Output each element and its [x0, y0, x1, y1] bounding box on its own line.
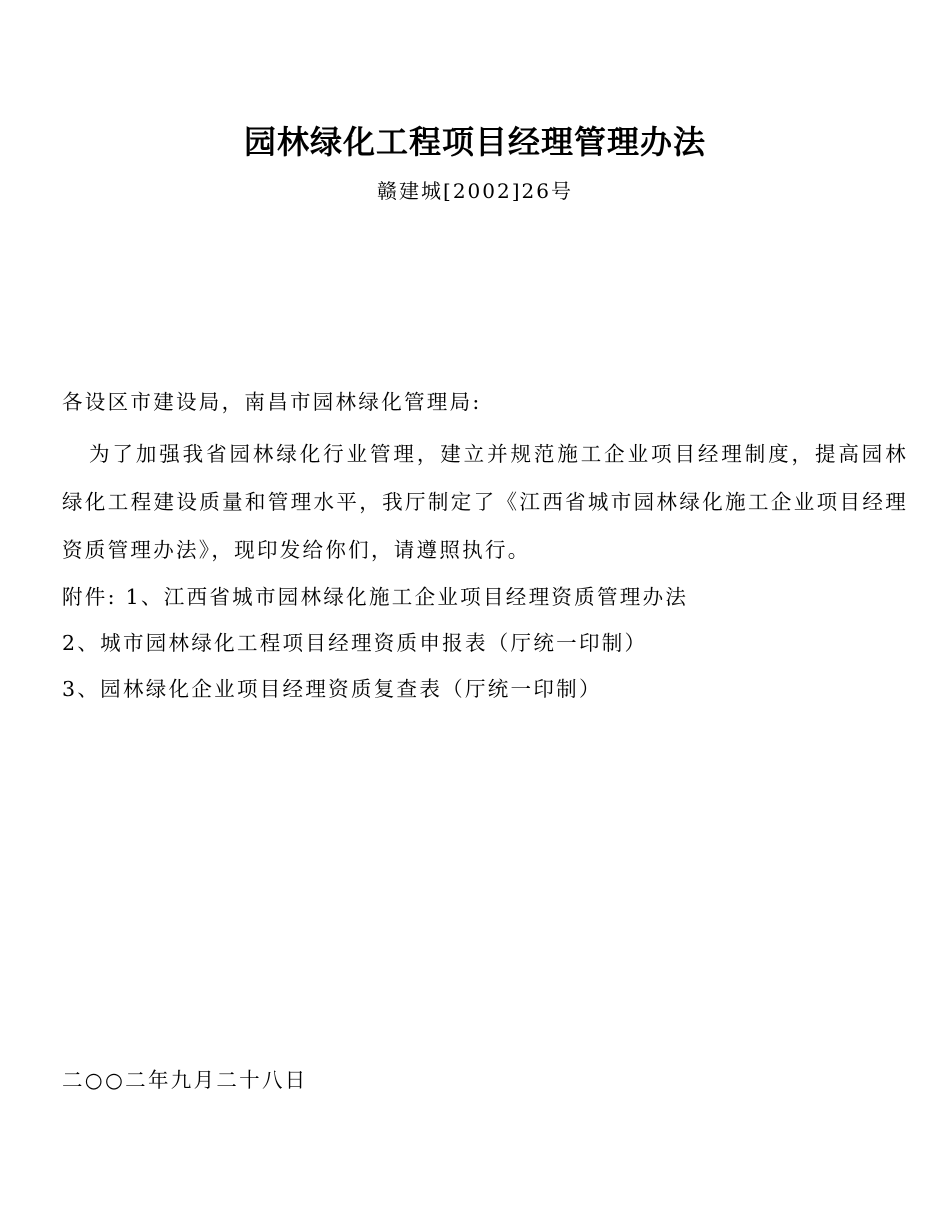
attachment-list	[62, 574, 908, 712]
attachment-item: 2、城市园林绿化工程项目经理资质申报表（厅统一印制）	[62, 631, 648, 655]
issue-date: 二○○二年九月二十八日	[62, 1068, 308, 1092]
attachment-item: 3、园林绿化企业项目经理资质复查表（厅统一印制）	[62, 677, 602, 701]
attachment-item: 附件: 1、江西省城市园林绿化施工企业项目经理资质管理办法	[62, 585, 689, 609]
document-title: 园林绿化工程项目经理管理办法	[243, 123, 706, 161]
body-paragraph: 为了加强我省园林绿化行业管理，建立并规范施工企业项目经理制度，提高园林绿化工程建设质量和管理水平，我厅制定了《江西省城市园林绿化施工企业项目经理资质管理办法》，现印发给你们，请遵照执行。	[62, 442, 908, 562]
document-number: 赣建城[2002]26号	[377, 179, 573, 203]
salutation: 各设区市建设局，南昌市园林绿化管理局:	[62, 390, 482, 414]
